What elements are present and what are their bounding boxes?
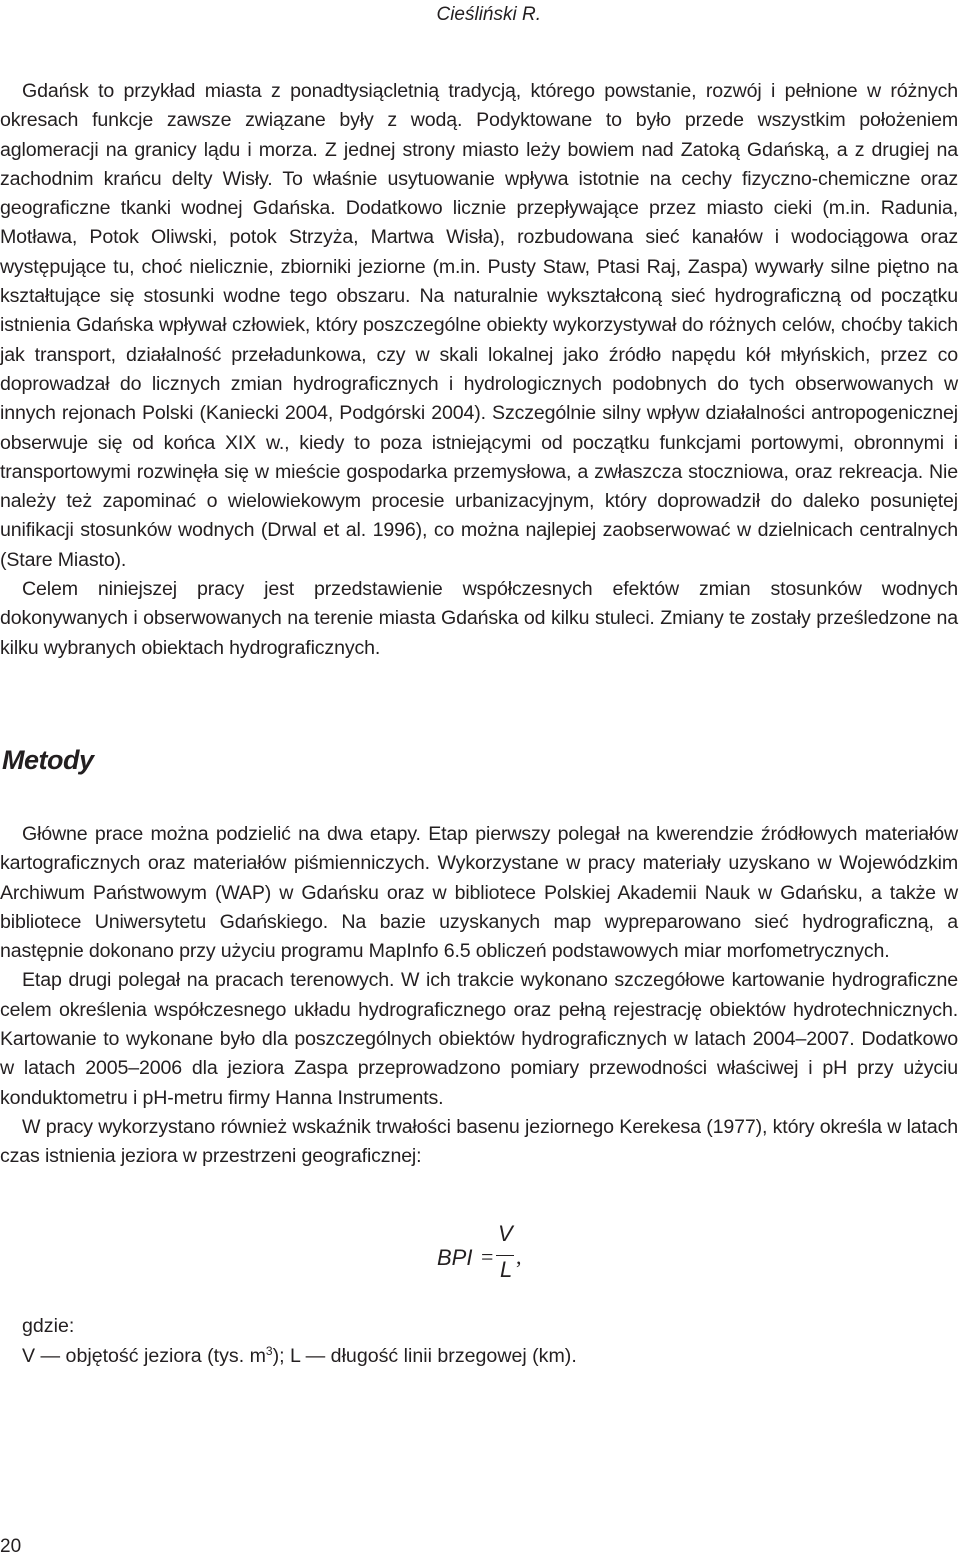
introduction-text bbox=[0, 77, 958, 663]
formula-legend bbox=[22, 1311, 577, 1371]
where-definition bbox=[22, 1341, 577, 1371]
methods-paragraph-1: Główne prace można podzielić na dwa etapy. Etap pierwszy polegał na kwerendzie źródłowych materiałów kartograficznych oraz materiałów piśmienniczych. Wykorzystane w pracy materiały uzyskano w Wojewódzkim Archiwum Państwowym (WAP) w Gdańsku oraz w bibliotece Polskiej Akademii Nauk w Gdańsku, a także w bibliotece Uniwersytetu Gdańskiego. Na bazie uzyskanych map wypreparowano sieć hydrograficzną, a następnie dokonano przy użyciu programu MapInfo 6.5 obliczeń podstawowych miar morfometrycznych. bbox=[0, 823, 958, 963]
formula-equals: = bbox=[481, 1244, 494, 1269]
fraction-bar bbox=[496, 1255, 514, 1256]
methods-text bbox=[0, 820, 958, 1172]
formula-denominator: L bbox=[500, 1257, 513, 1282]
definition-text-end: ); L — długość linii brzegowej (km). bbox=[272, 1345, 577, 1367]
page-number: 20 bbox=[0, 1536, 22, 1557]
formula-lhs: BPI bbox=[437, 1245, 473, 1270]
methods-paragraph-2: Etap drugi polegał na pracach terenowych. W ich trakcie wykonano szczegółowe kartowanie hydrograficzne celem określenia współczesnego układu hydrograficznego oraz pełną rejestrację obiektów hydrotechnicznych. Kartowanie to wykonane było dla poszczególnych obiektów hydrograficznych w latach 2004–2007. Dodatkowo w latach 2005–2006 dla jeziora Zaspa przeprowadzono pomiary przewodności właściwej i pH przy użyciu konduktometru i pH-metru firmy Hanna Instruments. bbox=[0, 969, 958, 1109]
formula-comma: , bbox=[516, 1244, 522, 1269]
definition-text-start: V — objętość jeziora (tys. m bbox=[22, 1345, 266, 1367]
running-header-author: Cieśliński R. bbox=[436, 4, 541, 25]
where-label: gdzie: bbox=[22, 1315, 75, 1337]
cubic-superscript: 3 bbox=[265, 1344, 273, 1358]
formula-numerator: V bbox=[498, 1221, 513, 1246]
bpi-formula bbox=[437, 1222, 557, 1312]
methods-paragraph-3: W pracy wykorzystano również wskaźnik trwałości basenu jeziornego Kerekesa (1977), który określa w latach czas istnienia jeziora w przestrzeni geograficznej: bbox=[0, 1115, 958, 1168]
intro-paragraph-2: Celem niniejszej pracy jest przedstawienie współczesnych efektów zmian stosunków wodnych dokonywanych i obserwowanych na terenie miasta Gdańska od kilku stuleci. Zmiany te zostały prześledzone na kilku wybranych obiektach hydrograficznych. bbox=[0, 578, 958, 659]
intro-paragraph-1: Gdańsk to przykład miasta z ponadtysiącletnią tradycją, którego powstanie, rozwój i pełnione w różnych okresach funkcje zawsze związane były z wodą. Podyktowane to było przede wszystkim położeniem aglomeracji na granicy lądu i morza. Z jednej strony miasto leży bowiem nad Zatoką Gdańską, a z drugiej na zachodnim krańcu delty Wisły. To właśnie usytuowanie wpływa istotnie na cechy fizyczno-chemiczne oraz geograficzne tkanki wodnej Gdańska. Dodatkowo licznie przepływające przez miasto cieki (m.in. Radunia, Motława, Potok Oliwski, potok Strzyża, Martwa Wisła), rozbudowana sieć kanałów i wodociągowa oraz występujące tu, choć nielicznie, zbiorniki jeziorne (m.in. Pusty Staw, Ptasi Raj, Zaspa) wywarły silne piętno na kształtujące się stosunki wodne tego obszaru. Na naturalnie wykształconą sieć hydrograficzną od początku istnienia Gdańska wpływał człowiek, który poszczególne obiekty wykorzystywał do różnych celów, choćby takich jak transport, działalność przeładunkowa, czy w skali lokalnej jako źródło napędu kół młyńskich, przez co doprowadzał do licznych zmian hydrograficznych i hydrologicznych podobnych do tych obserwowanych w innych rejonach Polski (Kaniecki 2004, Podgórski 2004). Szczególnie silny wpływ działalności antropogenicznej obserwuje się od końca XIX w., kiedy to poza istniejącymi od początku funkcjami portowymi, obronnymi i transportowymi rozwinęła się w mieście gospodarka przemysłowa, a zwłaszcza stoczniowa, oraz rekreacja. Nie należy też zapominać o wielowiekowym procesie urbanizacyjnym, który doprowadził do daleko posuniętej unifikacji stosunków wodnych (Drwal et al. 1996), co można najlepiej zaobserwować w dzielnicach centralnych (Stare Miasto). bbox=[0, 80, 958, 571]
section-heading-methods: Metody bbox=[2, 745, 94, 775]
